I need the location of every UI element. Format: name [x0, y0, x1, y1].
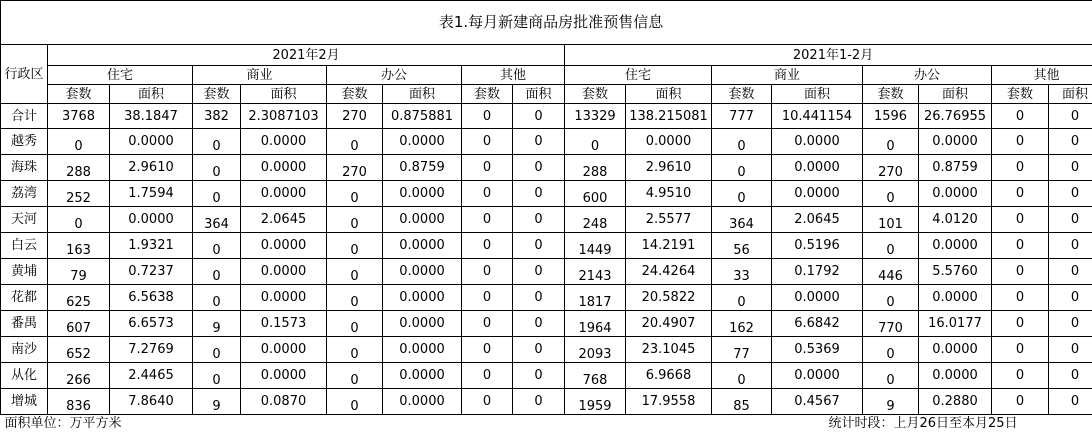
- data-cell: 0: [193, 155, 241, 181]
- data-cell: 6.9668: [626, 363, 712, 389]
- table-row: [1, 285, 1092, 311]
- data-cell: 0: [513, 259, 565, 285]
- table-row: [1, 389, 1092, 415]
- data-cell: 0: [1049, 155, 1092, 181]
- data-cell: 0.5369: [772, 337, 863, 363]
- table-row: [1, 311, 1092, 337]
- data-cell: 270: [327, 155, 383, 181]
- data-cell: 0.4567: [772, 389, 863, 415]
- data-cell: 0.0000: [241, 363, 327, 389]
- data-cell: 0.0000: [626, 129, 712, 155]
- data-cell: 252: [48, 181, 110, 207]
- data-cell: 20.4907: [626, 311, 712, 337]
- data-cell: 0: [513, 207, 565, 233]
- data-cell: 625: [48, 285, 110, 311]
- data-cell: 270: [327, 104, 383, 129]
- data-cell: 0: [193, 129, 241, 155]
- data-cell: 0: [863, 233, 919, 259]
- data-cell: 0: [513, 311, 565, 337]
- data-cell: 0: [193, 233, 241, 259]
- count-header: 套数: [327, 85, 383, 104]
- district-cell: 天河: [1, 207, 48, 233]
- data-cell: 0: [712, 363, 772, 389]
- data-cell: 85: [712, 389, 772, 415]
- data-cell: 38.1847: [110, 104, 193, 129]
- data-cell: 56: [712, 233, 772, 259]
- data-cell: 600: [565, 181, 626, 207]
- data-cell: 0.0000: [383, 181, 462, 207]
- district-cell: 黄埔: [1, 259, 48, 285]
- data-cell: 0: [462, 285, 513, 311]
- district-cell: 白云: [1, 233, 48, 259]
- data-cell: 0: [513, 233, 565, 259]
- data-cell: 0: [462, 129, 513, 155]
- data-cell: 0: [462, 233, 513, 259]
- data-cell: 13329: [565, 104, 626, 129]
- data-cell: 0: [992, 129, 1049, 155]
- data-cell: 9: [193, 389, 241, 415]
- data-cell: 0: [193, 181, 241, 207]
- data-cell: 0.0000: [241, 155, 327, 181]
- data-cell: 0: [992, 389, 1049, 415]
- data-cell: 0.0000: [110, 207, 193, 233]
- area-header: 面积: [626, 85, 712, 104]
- data-cell: 0: [462, 259, 513, 285]
- category-header: 商业: [712, 66, 863, 85]
- data-cell: 0.0000: [772, 155, 863, 181]
- data-cell: 0.0000: [772, 285, 863, 311]
- count-header: 套数: [565, 85, 626, 104]
- category-header: 住宅: [565, 66, 712, 85]
- data-cell: 16.0177: [919, 311, 992, 337]
- data-cell: 0: [462, 311, 513, 337]
- data-cell: 266: [48, 363, 110, 389]
- data-cell: 3768: [48, 104, 110, 129]
- category-header: 办公: [327, 66, 462, 85]
- area-header: 面积: [110, 85, 193, 104]
- data-cell: 0: [712, 181, 772, 207]
- data-cell: 0.0000: [919, 363, 992, 389]
- table-row: [1, 207, 1092, 233]
- data-cell: 0.0000: [241, 259, 327, 285]
- table-row: [1, 337, 1092, 363]
- count-header: 套数: [193, 85, 241, 104]
- area-unit-note: 面积单位：万平方米: [4, 415, 122, 431]
- data-cell: 0: [513, 337, 565, 363]
- category-header: 办公: [863, 66, 992, 85]
- area-header: 面积: [241, 85, 327, 104]
- table-row: [1, 129, 1092, 155]
- count-header: 套数: [863, 85, 919, 104]
- table-row: [1, 363, 1092, 389]
- data-cell: 0: [1049, 181, 1092, 207]
- data-cell: 9: [863, 389, 919, 415]
- statistics-period-note: 统计时段：上月26日至本月25日: [828, 415, 1018, 431]
- table-row: [1, 233, 1092, 259]
- data-cell: 0.0000: [241, 129, 327, 155]
- data-cell: 26.76955: [919, 104, 992, 129]
- data-cell: 4.0120: [919, 207, 992, 233]
- data-cell: 0.0000: [772, 129, 863, 155]
- data-cell: 0: [327, 363, 383, 389]
- district-cell: 南沙: [1, 337, 48, 363]
- data-cell: 0.2880: [919, 389, 992, 415]
- data-cell: 0: [1049, 233, 1092, 259]
- data-cell: 4.9510: [626, 181, 712, 207]
- data-cell: 0: [327, 311, 383, 337]
- data-cell: 0: [462, 337, 513, 363]
- data-cell: 0.0000: [383, 337, 462, 363]
- data-cell: 0: [863, 285, 919, 311]
- data-cell: 770: [863, 311, 919, 337]
- data-cell: 6.6842: [772, 311, 863, 337]
- table-row: [1, 104, 1092, 129]
- data-cell: 768: [565, 363, 626, 389]
- data-cell: 2.4465: [110, 363, 193, 389]
- data-cell: 0.0000: [919, 181, 992, 207]
- data-cell: 1964: [565, 311, 626, 337]
- data-cell: 248: [565, 207, 626, 233]
- data-cell: 1.9321: [110, 233, 193, 259]
- area-header: 面积: [383, 85, 462, 104]
- data-cell: 0: [327, 259, 383, 285]
- data-cell: 288: [565, 155, 626, 181]
- table-row: [1, 155, 1092, 181]
- area-header: 面积: [772, 85, 863, 104]
- data-cell: 0.0000: [919, 129, 992, 155]
- data-cell: 0.1792: [772, 259, 863, 285]
- data-cell: 2.0645: [241, 207, 327, 233]
- district-cell: 荔湾: [1, 181, 48, 207]
- data-cell: 0.0000: [919, 337, 992, 363]
- data-cell: 0: [462, 155, 513, 181]
- data-cell: 6.5638: [110, 285, 193, 311]
- count-header: 套数: [992, 85, 1049, 104]
- data-cell: 2.5577: [626, 207, 712, 233]
- category-header: 商业: [193, 66, 327, 85]
- data-cell: 17.9558: [626, 389, 712, 415]
- data-cell: 0.0000: [383, 285, 462, 311]
- data-cell: 0: [462, 389, 513, 415]
- data-cell: 0: [513, 363, 565, 389]
- data-cell: 0.0000: [383, 363, 462, 389]
- data-cell: 79: [48, 259, 110, 285]
- data-cell: 0: [1049, 337, 1092, 363]
- data-cell: 0: [327, 337, 383, 363]
- data-cell: 0: [992, 363, 1049, 389]
- data-cell: 2.3087103: [241, 104, 327, 129]
- data-cell: 0.0000: [241, 337, 327, 363]
- area-header: 面积: [513, 85, 565, 104]
- data-cell: 0: [992, 104, 1049, 129]
- data-cell: 0: [193, 285, 241, 311]
- data-cell: 0: [863, 363, 919, 389]
- data-cell: 0: [513, 389, 565, 415]
- data-cell: 0: [327, 181, 383, 207]
- data-cell: 0: [462, 181, 513, 207]
- data-cell: 0: [863, 129, 919, 155]
- data-cell: 0: [48, 207, 110, 233]
- data-cell: 7.2769: [110, 337, 193, 363]
- data-cell: 2.9610: [110, 155, 193, 181]
- data-cell: 5.5760: [919, 259, 992, 285]
- data-cell: 836: [48, 389, 110, 415]
- data-cell: 652: [48, 337, 110, 363]
- data-cell: 0: [513, 129, 565, 155]
- data-cell: 0.0000: [919, 233, 992, 259]
- data-cell: 0: [1049, 363, 1092, 389]
- data-cell: 0.0870: [241, 389, 327, 415]
- data-cell: 0: [1049, 259, 1092, 285]
- data-cell: 0: [513, 104, 565, 129]
- data-cell: 0: [863, 337, 919, 363]
- data-cell: 0: [193, 259, 241, 285]
- district-cell: 合计: [1, 104, 48, 129]
- data-cell: 364: [712, 207, 772, 233]
- district-cell: 从化: [1, 363, 48, 389]
- data-cell: 0: [863, 181, 919, 207]
- data-cell: 77: [712, 337, 772, 363]
- table-row: [1, 259, 1092, 285]
- period-header-cumulative: 2021年1-2月: [565, 45, 1092, 66]
- data-cell: 0: [992, 181, 1049, 207]
- count-header: 套数: [462, 85, 513, 104]
- data-cell: 2143: [565, 259, 626, 285]
- category-header: 其他: [462, 66, 565, 85]
- data-cell: 0: [1049, 285, 1092, 311]
- data-cell: 138.215081: [626, 104, 712, 129]
- data-cell: 0.0000: [383, 259, 462, 285]
- data-cell: 0.0000: [241, 233, 327, 259]
- data-cell: 0: [1049, 311, 1092, 337]
- data-cell: 0: [992, 311, 1049, 337]
- table-title: 表1.每月新建商品房批准预售信息: [1, 1, 1092, 45]
- data-cell: 0: [513, 155, 565, 181]
- data-cell: 1.7594: [110, 181, 193, 207]
- data-cell: 0.0000: [772, 181, 863, 207]
- data-cell: 0: [327, 285, 383, 311]
- district-cell: 越秀: [1, 129, 48, 155]
- data-cell: 0: [327, 233, 383, 259]
- data-cell: 6.6573: [110, 311, 193, 337]
- data-cell: 0: [712, 155, 772, 181]
- district-cell: 增城: [1, 389, 48, 415]
- district-cell: 花都: [1, 285, 48, 311]
- data-cell: 0: [992, 285, 1049, 311]
- data-cell: 33: [712, 259, 772, 285]
- district-cell: 海珠: [1, 155, 48, 181]
- data-cell: 0: [462, 207, 513, 233]
- count-header: 套数: [712, 85, 772, 104]
- table-row: [1, 181, 1092, 207]
- data-cell: 101: [863, 207, 919, 233]
- data-cell: 0: [565, 129, 626, 155]
- area-header: 面积: [919, 85, 992, 104]
- count-header: 套数: [48, 85, 110, 104]
- data-cell: 0: [992, 207, 1049, 233]
- data-cell: 0: [712, 285, 772, 311]
- data-cell: 0.5196: [772, 233, 863, 259]
- data-cell: 162: [712, 311, 772, 337]
- data-cell: 0.0000: [772, 363, 863, 389]
- data-cell: 7.8640: [110, 389, 193, 415]
- data-cell: 0: [992, 155, 1049, 181]
- data-cell: 0.0000: [383, 129, 462, 155]
- data-cell: 9: [193, 311, 241, 337]
- data-cell: 0: [1049, 207, 1092, 233]
- data-cell: 1449: [565, 233, 626, 259]
- category-header: 其他: [992, 66, 1092, 85]
- data-cell: 607: [48, 311, 110, 337]
- data-cell: 24.4264: [626, 259, 712, 285]
- data-cell: 0.8759: [919, 155, 992, 181]
- data-cell: 0.0000: [383, 233, 462, 259]
- data-cell: 0.875881: [383, 104, 462, 129]
- period-header-month: 2021年2月: [48, 45, 565, 66]
- data-cell: 446: [863, 259, 919, 285]
- data-cell: 0: [327, 129, 383, 155]
- data-cell: 2093: [565, 337, 626, 363]
- district-cell: 番禺: [1, 311, 48, 337]
- data-cell: 0: [327, 207, 383, 233]
- data-cell: 0: [48, 129, 110, 155]
- data-cell: 0: [1049, 389, 1092, 415]
- data-cell: 1596: [863, 104, 919, 129]
- data-cell: 2.0645: [772, 207, 863, 233]
- data-cell: 0: [193, 337, 241, 363]
- data-cell: 0: [513, 285, 565, 311]
- category-header: 住宅: [48, 66, 193, 85]
- data-cell: 0.1573: [241, 311, 327, 337]
- data-cell: 0.0000: [110, 129, 193, 155]
- data-cell: 0: [712, 129, 772, 155]
- data-cell: 0: [1049, 129, 1092, 155]
- area-header: 面积: [1049, 85, 1092, 104]
- data-cell: 163: [48, 233, 110, 259]
- data-cell: 0: [327, 389, 383, 415]
- data-cell: 777: [712, 104, 772, 129]
- data-cell: 0.0000: [241, 181, 327, 207]
- data-cell: 0: [1049, 104, 1092, 129]
- data-cell: 0: [992, 259, 1049, 285]
- data-cell: 10.441154: [772, 104, 863, 129]
- data-cell: 1959: [565, 389, 626, 415]
- data-cell: 2.9610: [626, 155, 712, 181]
- data-cell: 0.0000: [383, 389, 462, 415]
- data-cell: 0: [992, 233, 1049, 259]
- data-cell: 0: [462, 363, 513, 389]
- data-cell: 0.7237: [110, 259, 193, 285]
- data-cell: 0.0000: [383, 207, 462, 233]
- data-cell: 1817: [565, 285, 626, 311]
- data-cell: 0.0000: [241, 285, 327, 311]
- data-cell: 23.1045: [626, 337, 712, 363]
- data-cell: 0.8759: [383, 155, 462, 181]
- district-header: 行政区: [1, 45, 48, 104]
- data-cell: 14.2191: [626, 233, 712, 259]
- data-cell: 20.5822: [626, 285, 712, 311]
- data-cell: 364: [193, 207, 241, 233]
- data-cell: 382: [193, 104, 241, 129]
- data-cell: 270: [863, 155, 919, 181]
- data-cell: 0: [992, 337, 1049, 363]
- data-cell: 0: [193, 363, 241, 389]
- data-cell: 288: [48, 155, 110, 181]
- data-cell: 0.0000: [919, 285, 992, 311]
- data-cell: 0.0000: [383, 311, 462, 337]
- data-cell: 0: [462, 104, 513, 129]
- data-cell: 0: [513, 181, 565, 207]
